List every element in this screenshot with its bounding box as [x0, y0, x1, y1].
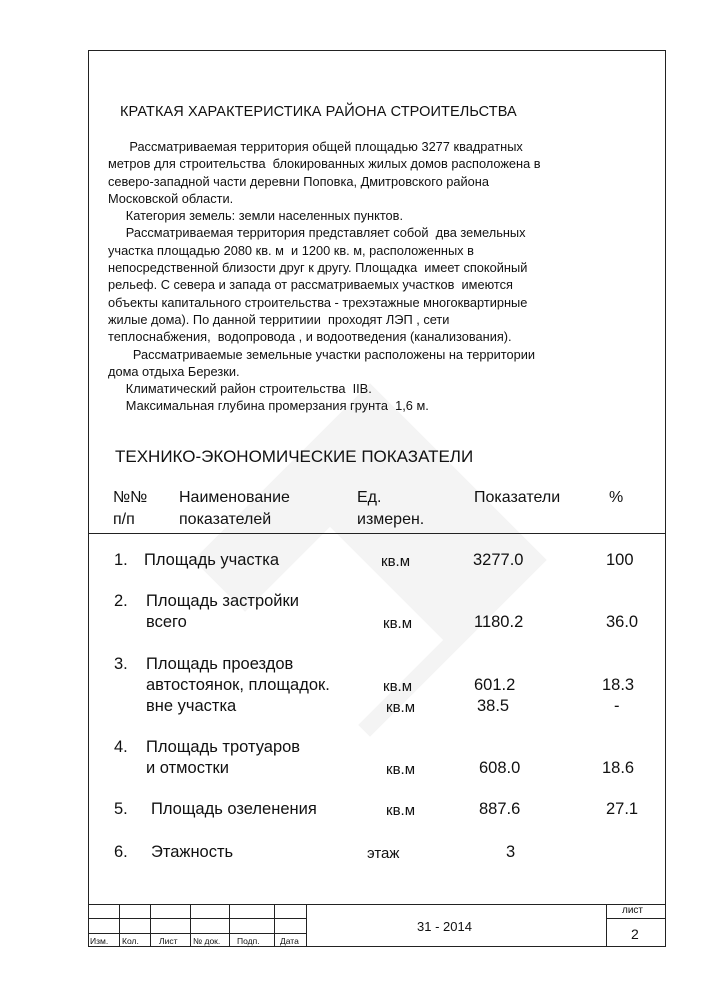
row-3-num: 3.	[114, 655, 128, 673]
section-title: КРАТКАЯ ХАРАКТЕРИСТИКА РАЙОНА СТРОИТЕЛЬСТВА	[120, 104, 517, 120]
header-name-2: показателей	[179, 511, 272, 528]
row-4-unit: кв.м	[386, 761, 416, 778]
row-3-value-2: 38.5	[477, 697, 510, 715]
row-3-name-3: вне участка	[146, 697, 237, 715]
description-line: метров для строительства блокированных жилых домов расположена в	[108, 156, 541, 172]
description-line: Рассматриваемая территория общей площадью 3277 квадратных	[108, 139, 523, 154]
stamp-label-list: Лист	[159, 936, 178, 946]
sheet-label: лист	[622, 905, 644, 916]
row-6-name: Этажность	[151, 843, 234, 861]
row-4-num: 4.	[114, 738, 128, 756]
row-3-percent-2: -	[614, 697, 620, 715]
row-2-num: 2.	[114, 592, 128, 610]
header-name-1: Наименование	[179, 489, 290, 506]
row-4-percent: 18.6	[602, 759, 635, 777]
row-6-value: 3	[506, 843, 516, 861]
description-paragraph	[108, 138, 643, 415]
description-line: участка площадью 2080 кв. м и 1200 кв. м, расположенных в	[108, 242, 474, 258]
row-2-unit: кв.м	[383, 615, 413, 632]
row-1-value: 3277.0	[473, 551, 524, 569]
description-line: Московской области.	[108, 190, 234, 206]
row-5-name: Площадь озеленения	[151, 800, 317, 818]
description-line: непосредственной близости друг к другу. Площадка имеет спокойный	[108, 260, 528, 276]
row-3-unit-1: кв.м	[383, 678, 413, 695]
description-line: теплоснабжения, водопровода , и водоотведения (канализования).	[108, 329, 512, 345]
header-unit-2: измерен.	[357, 511, 425, 528]
header-divider	[88, 533, 666, 534]
row-6-unit: этаж	[367, 845, 400, 862]
description-line: Климатический район строительства IIВ.	[108, 381, 372, 397]
description-line: Рассматриваемая территория представляет собой два земельных	[108, 225, 526, 241]
row-2-name-1: Площадь застройки	[146, 592, 299, 610]
description-line: Категория земель: земли населенных пунктов.	[108, 208, 404, 224]
stamp-label-kol: Кол.	[122, 936, 139, 946]
row-4-value: 608.0	[479, 759, 521, 777]
row-1-percent: 100	[606, 551, 634, 569]
description-line: Максимальная глубина промерзания грунта 1,6 м.	[108, 398, 429, 414]
row-4-name-1: Площадь тротуаров	[146, 738, 301, 756]
document-code: 31 - 2014	[417, 919, 472, 934]
row-3-name-2: автостоянок, площадок.	[146, 676, 330, 694]
header-num-2: п/п	[113, 511, 135, 528]
stamp-label-izm: Изм.	[90, 936, 109, 946]
header-value: Показатели	[474, 489, 561, 506]
row-2-percent: 36.0	[606, 613, 639, 631]
description-line: рельеф. С севера и запада от рассматриваемых участков имеются	[108, 277, 513, 293]
row-5-value: 887.6	[479, 800, 521, 818]
description-line: объекты капитального строительства - трехэтажные многоквартирные	[108, 294, 528, 310]
row-5-num: 5.	[114, 800, 128, 818]
row-5-percent: 27.1	[606, 800, 639, 818]
row-1-num: 1.	[114, 551, 128, 569]
stamp-label-doc: № док.	[193, 936, 221, 946]
stamp-label-podp: Подп.	[237, 936, 260, 946]
header-unit-1: Ед.	[357, 489, 382, 506]
row-3-unit-2: кв.м	[386, 699, 416, 716]
header-percent: %	[609, 489, 624, 506]
description-line: жилые дома). По данной территиии проходят ЛЭП , сети	[108, 311, 450, 327]
row-2-value: 1180.2	[474, 613, 524, 631]
row-3-value-1: 601.2	[474, 676, 516, 694]
description-line: дома отдыха Березки.	[108, 363, 240, 379]
row-3-name-1: Площадь проездов	[146, 655, 294, 673]
row-1-unit: кв.м	[381, 553, 411, 570]
indicators-title: ТЕХНИКО-ЭКОНОМИЧЕСКИЕ ПОКАЗАТЕЛИ	[115, 447, 474, 466]
stamp-label-data: Дата	[280, 936, 299, 946]
header-num-1: №№	[113, 489, 148, 506]
description-line: Рассматриваемые земельные участки расположены на территории	[108, 346, 536, 362]
row-6-num: 6.	[114, 843, 128, 861]
row-2-name-2: всего	[146, 613, 187, 631]
row-4-name-2: и отмостки	[146, 759, 229, 777]
row-1-name: Площадь участка	[144, 551, 279, 569]
description-line: северо-западной части деревни Поповка, Дмитровского района	[108, 173, 489, 189]
row-3-percent-1: 18.3	[602, 676, 635, 694]
row-5-unit: кв.м	[386, 802, 416, 819]
sheet-number: 2	[631, 926, 639, 942]
